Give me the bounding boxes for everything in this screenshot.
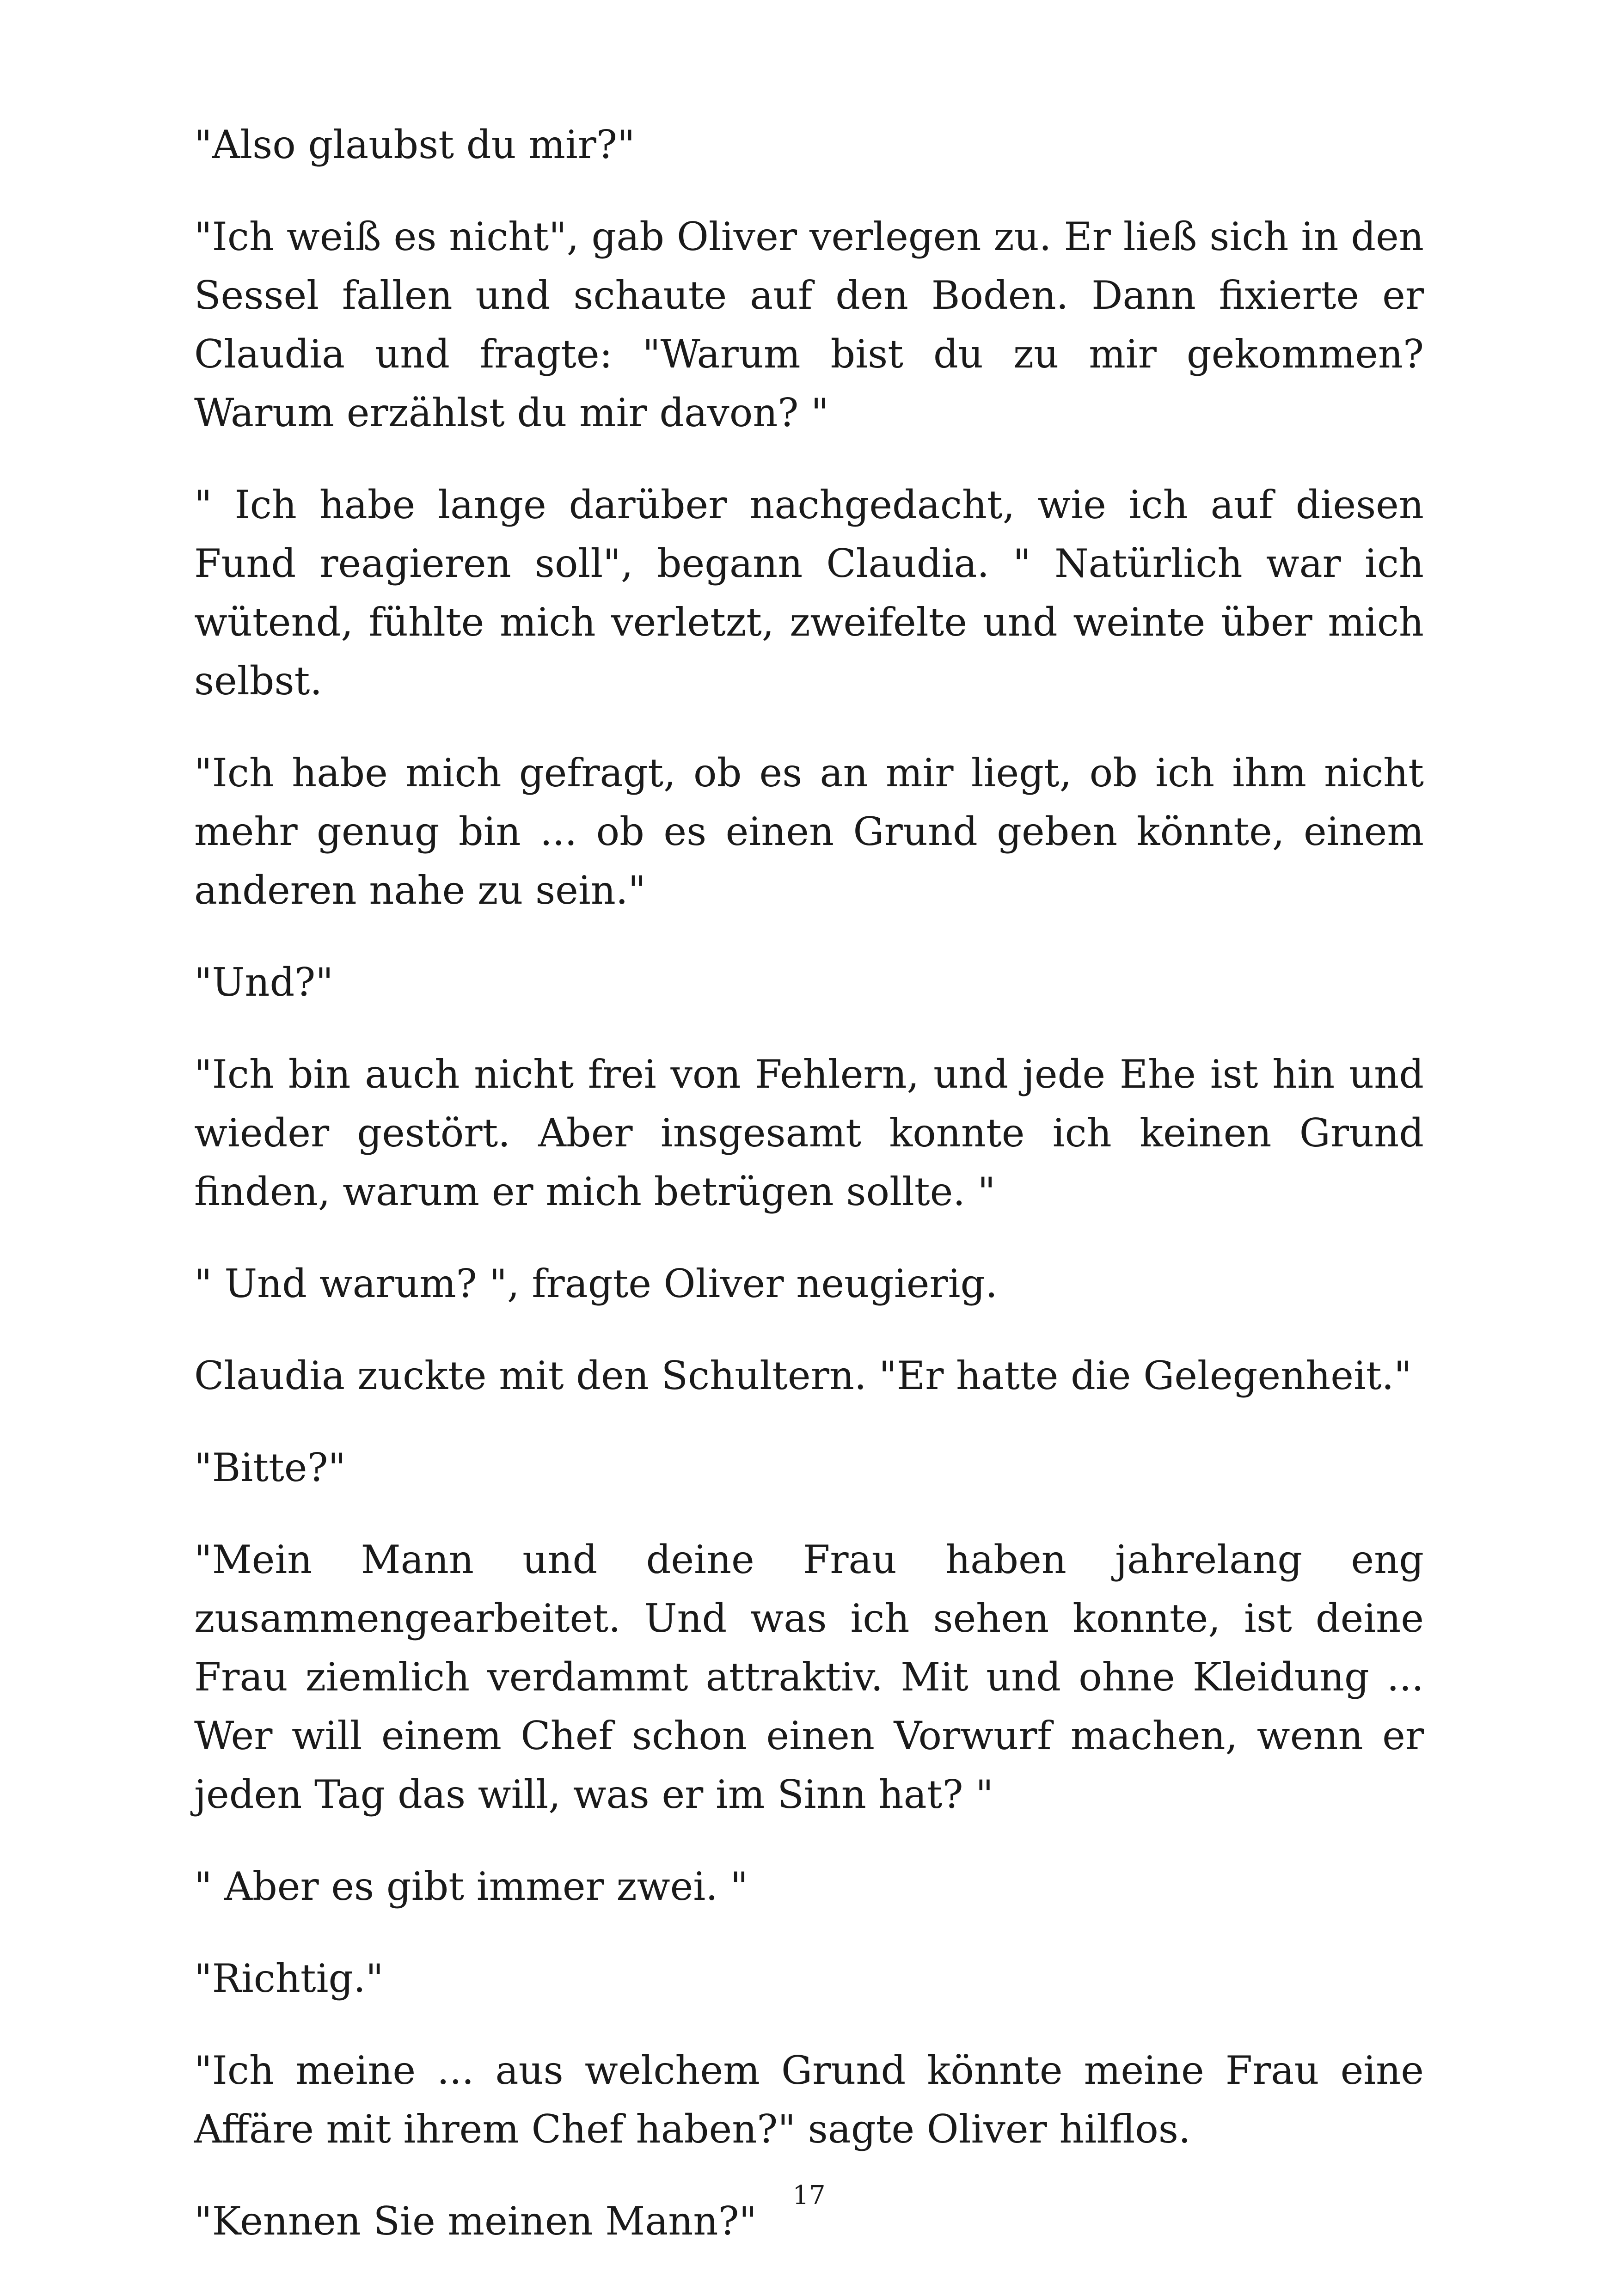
paragraph: "Ich weiß es nicht", gab Oliver verlegen zu. Er ließ sich in den Sessel fallen und schaute auf den Boden. Dann fixierte er Claudia und fragte: "Warum bist du zu mir gekommen? Warum erzählst du mir davon? " xyxy=(194,214,1424,435)
page-number: 17 xyxy=(792,2180,826,2210)
paragraph: "Kennen Sie meinen Mann?" xyxy=(194,2198,757,2244)
body-text xyxy=(194,116,1424,2284)
paragraph: " Und warum? ", fragte Oliver neugierig. xyxy=(194,1261,998,1306)
paragraph: "Ich bin auch nicht frei von Fehlern, und jede Ehe ist hin und wieder gestört. Aber insgesamt konnte ich keinen Grund finden, warum er mich betrügen sollte. " xyxy=(194,1052,1424,1214)
paragraph: " Ich habe lange darüber nachgedacht, wie ich auf diesen Fund reagieren soll", begann Claudia. " Natürlich war ich wütend, fühlte mich verletzt, zweifelte und weinte über mich selbst. xyxy=(194,482,1424,704)
paragraph: " Aber es gibt immer zwei. " xyxy=(194,1864,748,1909)
paragraph: "Ich meine ... aus welchem Grund könnte meine Frau eine Affäre mit ihrem Chef haben?" sagte Oliver hilflos. xyxy=(194,2048,1424,2152)
paragraph: Claudia zuckte mit den Schultern. "Er hatte die Gelegenheit." xyxy=(194,1353,1412,1398)
paragraph: "Mein Mann und deine Frau haben jahrelang eng zusammengearbeitet. Und was ich sehen konnte, ist deine Frau ziemlich verdammt attraktiv. Mit und ohne Kleidung ... Wer will einem Chef schon einen Vorwurf machen, wenn er jeden Tag das will, was er im Sinn hat? " xyxy=(194,1537,1424,1817)
paragraph: "Richtig." xyxy=(194,1956,384,2001)
paragraph: "Also glaubst du mir?" xyxy=(194,122,635,167)
paragraph: "Ich habe mich gefragt, ob es an mir liegt, ob ich ihm nicht mehr genug bin ... ob es einen Grund geben könnte, einem anderen nahe zu sein." xyxy=(194,750,1424,913)
paragraph: "Bitte?" xyxy=(194,1445,346,1490)
paragraph: "Und?" xyxy=(194,960,333,1005)
